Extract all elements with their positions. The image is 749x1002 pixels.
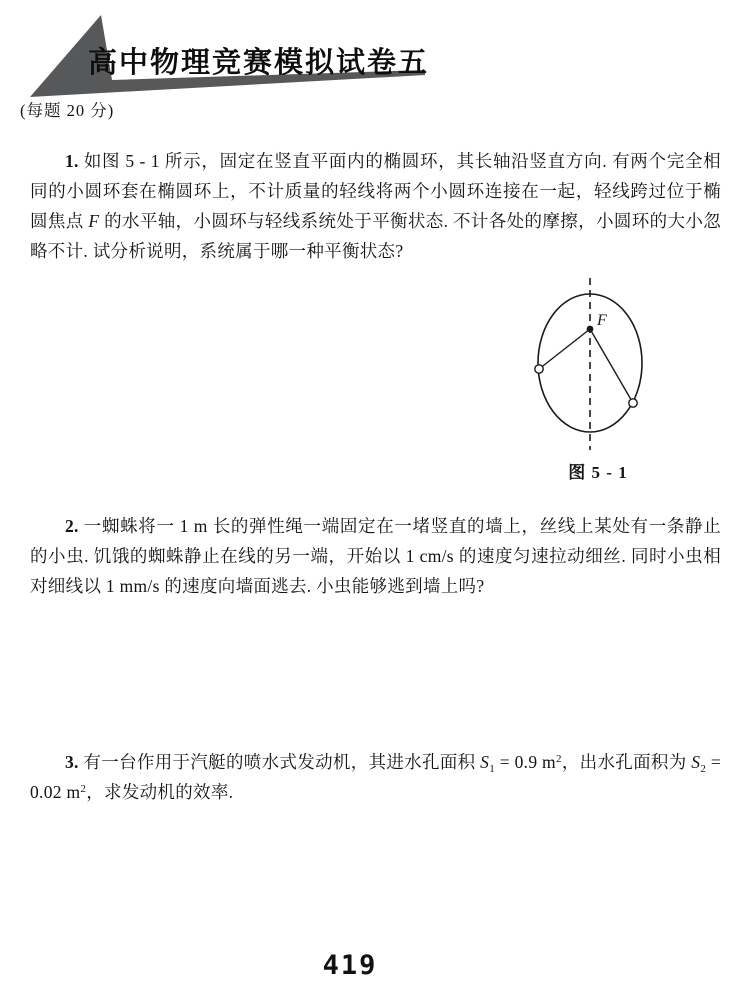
problem-1-number: 1. (65, 151, 79, 171)
inlet-area-subscript: 1 (489, 763, 496, 775)
problem-1 (30, 146, 721, 266)
outlet-area-subscript: 2 (700, 763, 707, 775)
inlet-area-exponent: 2 (555, 753, 562, 765)
points-note: (每题 20 分) (20, 101, 115, 120)
problem-3-text-5: ，求发动机的效率. (86, 782, 234, 802)
focus-label: F (597, 312, 607, 329)
page-title: 高中物理竞赛模拟试卷五 (88, 45, 430, 79)
ellipse-diagram (508, 272, 698, 455)
problem-3-text-3: ，出水孔面积为 (561, 752, 692, 772)
problem-2 (30, 511, 721, 601)
outlet-area-exponent: 2 (80, 783, 87, 795)
problem-3-text-2: = 0.9 m (495, 752, 556, 772)
small-ring-left (535, 365, 543, 373)
problem-1-text-post: 的水平轴，小圆环与轻线系统处于平衡状态. 不计各处的摩擦，小圆环的大小忽略不计. 试分析说明，系统属于哪一种平衡状态? (30, 211, 721, 261)
problem-2-text: 一蜘蛛将一 1 m 长的弹性绳一端固定在一堵竖直的墙上，丝线上某处有一条静止的小虫. 饥饿的蜘蛛静止在线的另一端，开始以 1 cm/s 的速度匀速拉动细丝. 同时小虫相对细线以 1 mm/s 的速度向墙面逃去. 小虫能够逃到墙上吗? (30, 516, 721, 596)
figure-5-1 (508, 272, 698, 483)
problem-1-focus-var: F (88, 211, 100, 231)
inlet-area-var: S (480, 752, 490, 772)
page-number: 419 (322, 950, 378, 981)
figure-caption: 图 5 - 1 (568, 463, 628, 482)
small-ring-right (629, 399, 637, 407)
problem-2-number: 2. (65, 516, 79, 536)
problem-3-text-1: 有一台作用于汽艇的喷水式发动机，其进水孔面积 (78, 752, 481, 772)
problem-3-number: 3. (65, 752, 79, 772)
problem-3-text-4: = 0.02 m (30, 752, 721, 802)
outlet-area-var: S (691, 752, 701, 772)
problem-1-text-pre: 如图 5 - 1 所示，固定在竖直平面内的椭圆环，其长轴沿竖直方向. 有两个完全相同的小圆环套在椭圆环上，不计质量的轻线将两个小圆环连接在一起，轻线跨过位于椭圆焦点 (30, 151, 721, 231)
string-right-segment (590, 329, 633, 403)
focus-point (587, 326, 594, 333)
problem-3 (30, 747, 721, 807)
string-left-segment (539, 329, 590, 369)
